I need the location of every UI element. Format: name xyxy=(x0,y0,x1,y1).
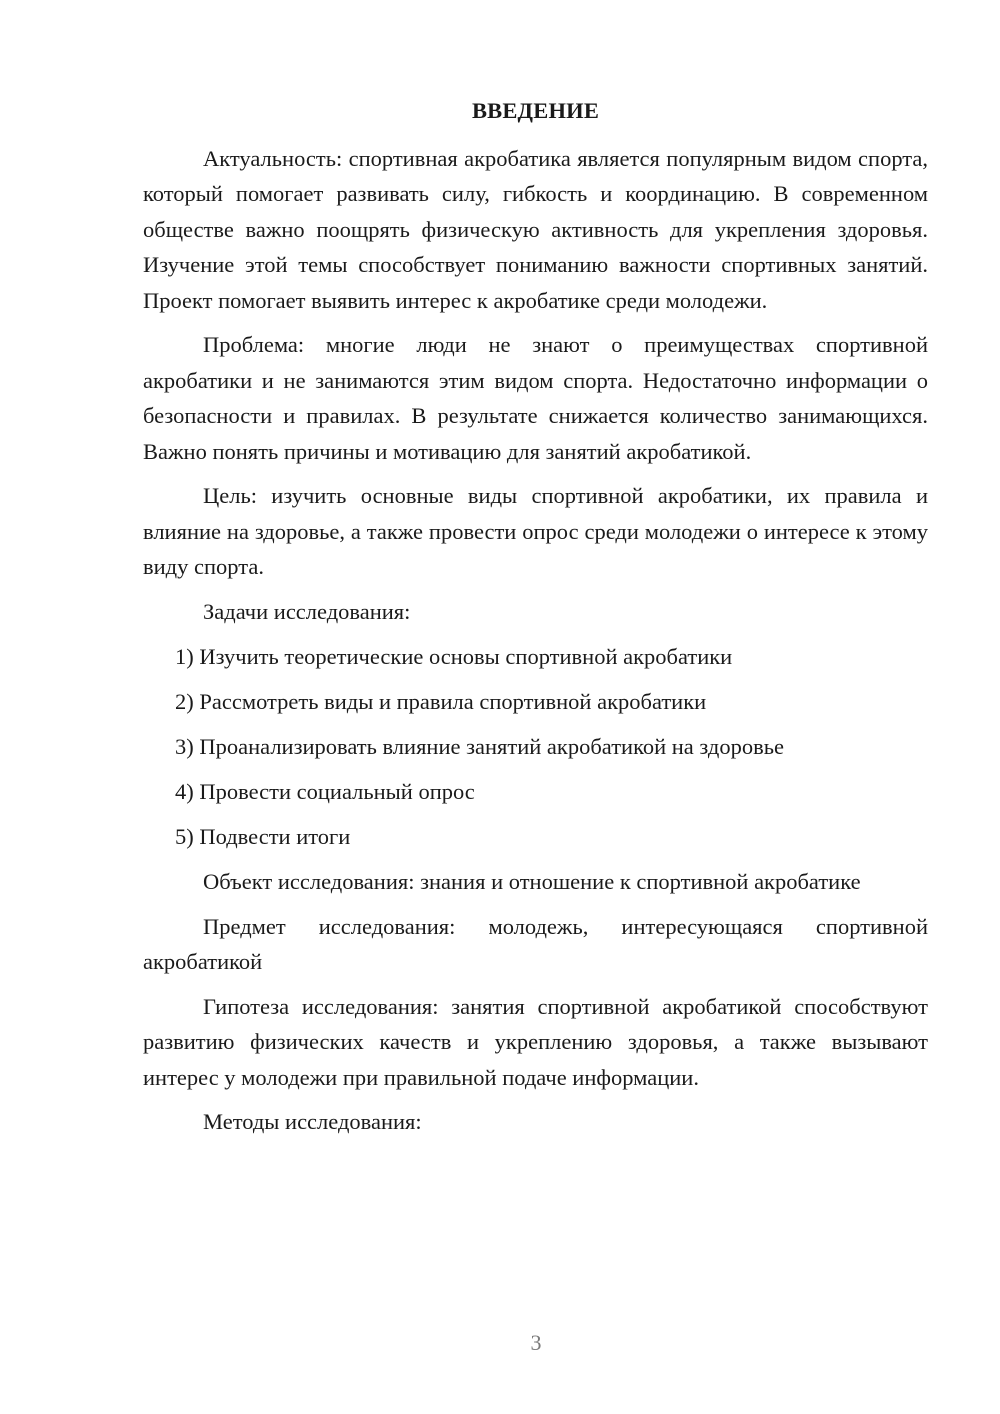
section-title: ВВЕДЕНИЕ xyxy=(471,98,600,123)
page-number: 3 xyxy=(530,1330,542,1355)
paragraph-goal: Цель: изучить основные виды спортивной акробатики, их правила и влияние на здоровье, а также провести опрос среди молодежи о интересе к этому виду спорта. xyxy=(143,483,928,579)
task-item: 3) Проанализировать влияние занятий акробатикой на здоровье xyxy=(175,734,784,759)
paragraph-relevance: Актуальность: спортивная акробатика является популярным видом спорта, который помогает развивать силу, гибкость и координацию. В современном обществе важно поощрять физическую активность для укрепления здоровья. Изучение этой темы способствует пониманию важности спортивных занятий. Проект помогает выявить интерес к акробатике среди молодежи. xyxy=(143,145,928,313)
methods-heading: Методы исследования: xyxy=(203,1109,422,1134)
paragraph-subject: Предмет исследования: молодежь, интересующаяся спортивной акробатикой xyxy=(143,913,928,974)
paragraph-problem: Проблема: многие люди не знают о преимуществах спортивной акробатики и не занимаются этим видом спорта. Недостаточно информации о безопасности и правилах. В результате снижается количество занимающихся. Важно понять причины и мотивацию для занятий акробатикой. xyxy=(143,332,928,464)
page-content xyxy=(143,93,928,1150)
tasks-list xyxy=(143,639,928,855)
paragraph-hypothesis: Гипотеза исследования: занятия спортивной акробатикой способствуют развитию физических качеств и укреплению здоровья, а также вызывают интерес у молодежи при правильной подаче информации. xyxy=(143,993,928,1090)
tasks-heading: Задачи исследования: xyxy=(203,598,411,624)
task-item: 1) Изучить теоретические основы спортивной акробатики xyxy=(175,644,733,669)
paragraph-object: Объект исследования: знания и отношение к спортивной акробатике xyxy=(203,869,861,894)
task-item: 2) Рассмотреть виды и правила спортивной акробатики xyxy=(175,689,707,714)
task-item: 4) Провести социальный опрос xyxy=(175,779,475,804)
task-item: 5) Подвести итоги xyxy=(175,824,351,849)
